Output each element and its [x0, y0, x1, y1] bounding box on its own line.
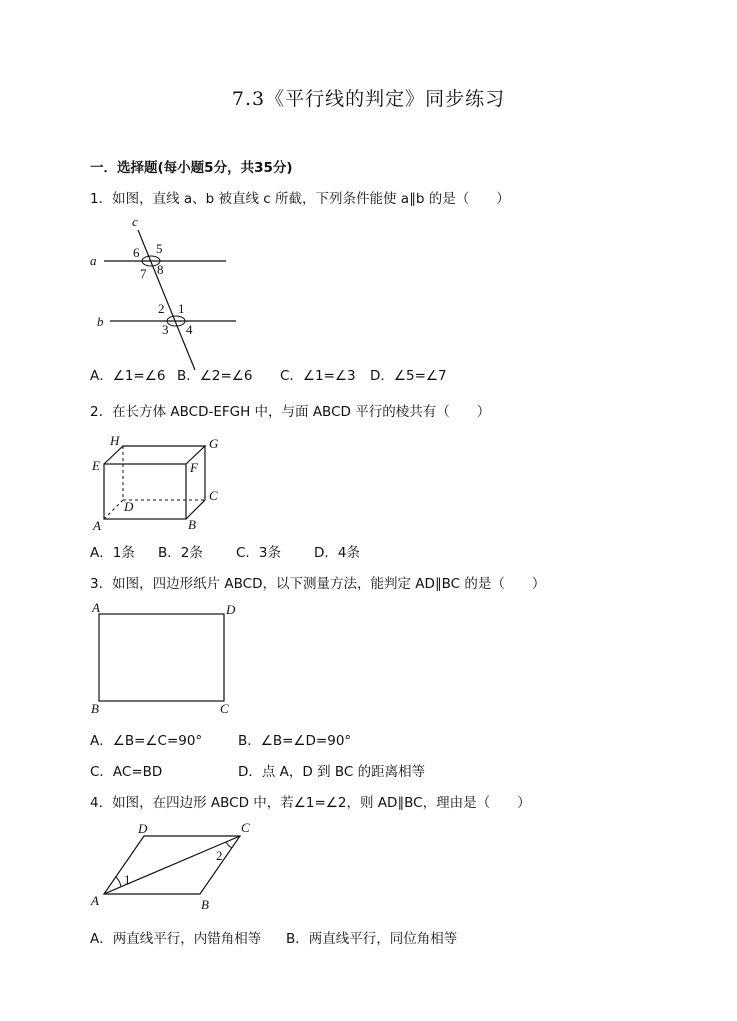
q4-option-a: A．两直线平行，内错角相等: [90, 931, 262, 947]
q2-option-d: D．4条: [314, 545, 360, 561]
label-1: 1: [124, 872, 131, 887]
label-D: D: [138, 821, 148, 836]
q3-option-b: B．∠B=∠D=90°: [238, 733, 352, 749]
label-F: F: [190, 460, 198, 475]
label-4: 4: [186, 322, 193, 337]
label-3: 3: [162, 322, 169, 337]
label-D: D: [124, 499, 134, 514]
label-8: 8: [157, 262, 164, 277]
label-B: B: [188, 517, 196, 532]
section-heading: 一．选择题(每小题5分，共35分): [90, 160, 293, 176]
q1-option-d: D．∠5=∠7: [370, 368, 447, 384]
label-1: 1: [178, 301, 185, 316]
label-H: H: [110, 433, 120, 448]
label-c: c: [132, 214, 138, 229]
q1-option-c: C．∠1=∠3: [280, 368, 356, 384]
label-b: b: [97, 314, 104, 329]
label-B: B: [201, 897, 209, 912]
label-E: E: [92, 458, 100, 473]
label-A: A: [92, 600, 100, 615]
q3-option-d: D．点 A，D 到 BC 的距离相等: [238, 764, 426, 780]
question-2-stem: 2．在长方体 ABCD-EFGH 中，与面 ABCD 平行的棱共有（ ）: [90, 404, 491, 420]
label-5: 5: [156, 241, 163, 256]
label-7: 7: [140, 266, 147, 281]
q3-option-c: C．AC=BD: [90, 764, 163, 780]
label-C: C: [220, 701, 229, 716]
q2-option-c: C．3条: [236, 545, 282, 561]
q2-option-a: A．1条: [90, 545, 135, 561]
page-title: 7.3《平行线的判定》同步练习: [231, 88, 506, 110]
label-B: B: [91, 701, 99, 716]
label-G: G: [209, 436, 219, 451]
label-2: 2: [158, 301, 165, 316]
label-C: C: [209, 488, 218, 503]
q3-option-a: A．∠B=∠C=90°: [90, 733, 203, 749]
label-6: 6: [133, 245, 140, 260]
label-D: D: [226, 602, 236, 617]
q1-option-a: A．∠1=∠6: [90, 368, 166, 384]
label-A: A: [93, 518, 101, 533]
label-A: A: [91, 893, 99, 908]
label-a: a: [90, 253, 97, 268]
q2-option-b: B．2条: [158, 545, 203, 561]
label-C: C: [241, 820, 250, 835]
question-1-stem: 1．如图，直线 a、b 被直线 c 所截，下列条件能使 a∥b 的是（ ）: [90, 191, 510, 207]
question-3-stem: 3．如图，四边形纸片 ABCD，以下测量方法，能判定 AD∥BC 的是（ ）: [90, 576, 546, 592]
question-4-stem: 4．如图，在四边形 ABCD 中，若∠1=∠2，则 AD∥BC，理由是（ ）: [90, 795, 531, 811]
q4-option-b: B．两直线平行，同位角相等: [286, 931, 458, 947]
label-2: 2: [216, 848, 223, 863]
q1-option-b: B．∠2=∠6: [177, 368, 253, 384]
